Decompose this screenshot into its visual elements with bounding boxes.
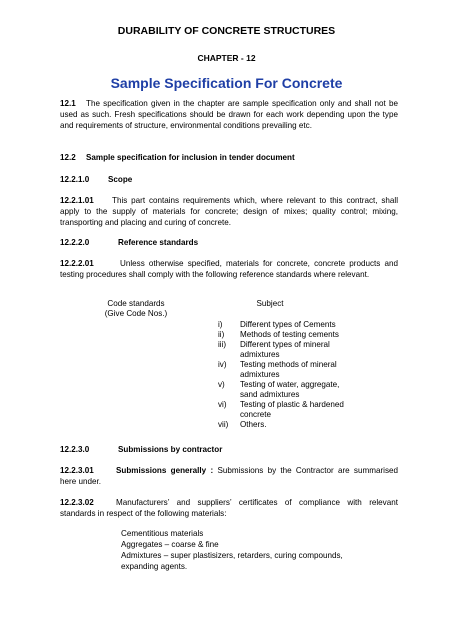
section-text: Scope: [108, 175, 133, 184]
section-12-2-1-0-heading: [60, 174, 398, 185]
section-number: 12.2.3.0: [60, 445, 90, 454]
section-lead: Submissions generally :: [116, 466, 214, 475]
section-number: 12.1: [60, 99, 76, 108]
section-number: 12.2.2.0: [60, 238, 90, 247]
list-item: ii) Methods of testing cements: [218, 330, 339, 339]
section-text: Submissions by contractor: [118, 445, 223, 454]
subject-heading: Subject: [256, 299, 284, 308]
section-text: Unless otherwise specified, materials for concrete, concrete products and testing procedures shall comply with the following reference standards where relevant.: [60, 259, 398, 279]
list-item: expanding agents.: [121, 562, 188, 571]
section-12-2-2-0-heading: [60, 237, 398, 248]
list-item: Aggregates – coarse & fine: [121, 540, 219, 549]
section-12-2-heading: [60, 152, 398, 163]
section-number: 12.2.1.0: [60, 175, 90, 184]
list-item: v) Testing of water, aggregate, sand admixtures: [218, 380, 340, 399]
section-12-2-2-01: [60, 258, 398, 280]
list-item: vii) Others.: [218, 420, 267, 429]
section-text: The specification given in the chapter are sample specification only and shall not be used as such. Fresh specifications should be drawn for each work depending upon the type and requirements of structure, environmental conditions prevailing etc.: [60, 99, 398, 130]
section-number: 12.2.3.02: [60, 498, 94, 507]
list-item: i) Different types of Cements: [218, 320, 336, 329]
chapter-label: CHAPTER - 12: [197, 53, 256, 63]
subject-list: [218, 320, 344, 430]
section-text: Manufacturers’ and suppliers’ certificates of compliance with relevant standards in respect of the following materials:: [60, 498, 398, 518]
list-item: Cementitious materials: [121, 529, 204, 538]
list-item: iii) Different types of mineral admixtures: [218, 340, 330, 359]
book-title: DURABILITY OF CONCRETE STRUCTURES: [117, 25, 336, 37]
section-12-2-3-01: [60, 465, 398, 487]
section-12-2-3-0-heading: [60, 444, 398, 455]
section-number: 12.2.1.01: [60, 196, 94, 205]
list-item: Admixtures – super plastisizers, retarders, curing compounds,: [121, 551, 343, 560]
section-number: 12.2.2.01: [60, 259, 94, 268]
list-item: vi) Testing of plastic & hardened concrete: [218, 400, 344, 419]
materials-list: [121, 528, 343, 572]
section-text: This part contains requirements which, where relevant to this contract, shall apply to the supply of materials for concrete; design of mixes; quality control; mixing, transporting and placing and curing of concrete.: [60, 196, 398, 227]
section-text: Submissions by the Contractor are summarised here under.: [60, 466, 399, 486]
section-12-2-1-01: [60, 195, 398, 228]
section-12-1: [60, 98, 398, 131]
code-standards-heading: Code standards (Give Code Nos.): [104, 299, 168, 318]
section-number: 12.2.3.01: [60, 466, 94, 475]
page-title: Sample Specification For Concrete: [110, 75, 343, 91]
section-number: 12.2: [60, 153, 76, 162]
section-text: Reference standards: [118, 238, 199, 247]
section-12-2-3-02: [60, 497, 398, 519]
section-text: Sample specification for inclusion in tender document: [86, 153, 295, 162]
list-item: iv) Testing methods of mineral admixtures: [218, 360, 337, 379]
